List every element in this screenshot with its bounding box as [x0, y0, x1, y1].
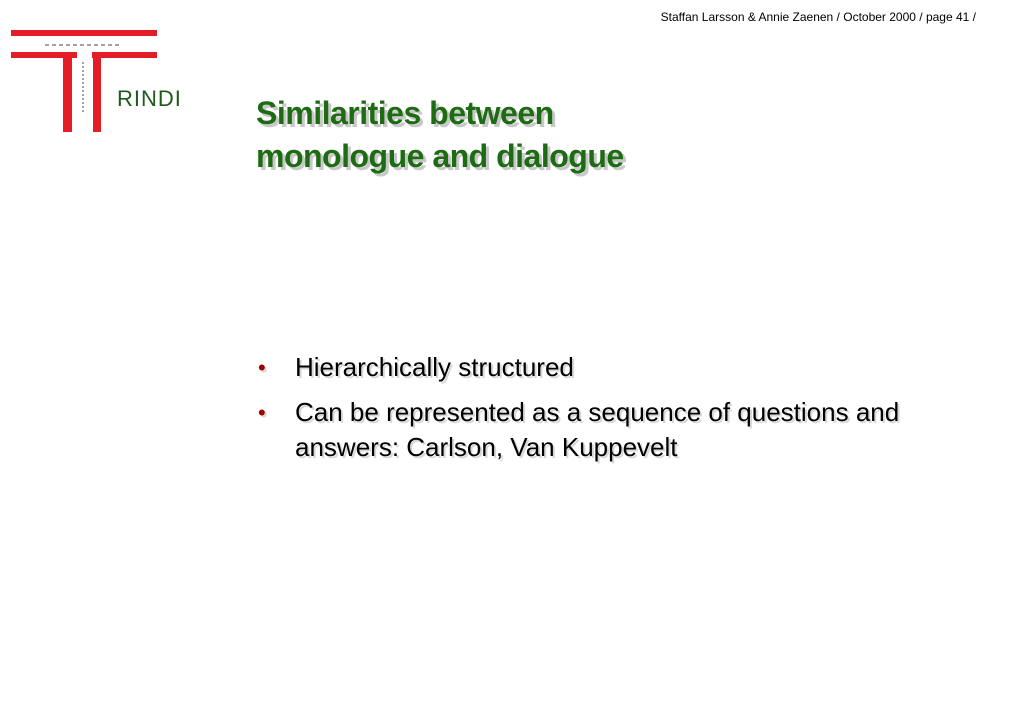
bullet-icon: • — [258, 400, 266, 425]
slide-title-line-1: Similarities between — [256, 95, 554, 131]
bullet-text: Can be represented as a sequence of questions and answers: Carlson, Van Kuppevelt — [295, 397, 900, 462]
bullet-item — [256, 350, 1006, 385]
slide-footer: Staffan Larsson & Annie Zaenen / October 2000 / page 41 / — [660, 10, 976, 24]
bullet-icon: • — [258, 355, 266, 380]
slide-title-line-2: monologue and dialogue — [256, 138, 624, 174]
logo-text: RINDI — [117, 86, 182, 111]
bullet-list — [256, 350, 1006, 475]
bullet-item — [256, 395, 1006, 465]
bullet-text: Hierarchically structured — [295, 352, 574, 382]
slide-title — [256, 92, 624, 178]
trindi-logo — [8, 28, 218, 136]
trindi-logo-mark — [8, 28, 218, 136]
